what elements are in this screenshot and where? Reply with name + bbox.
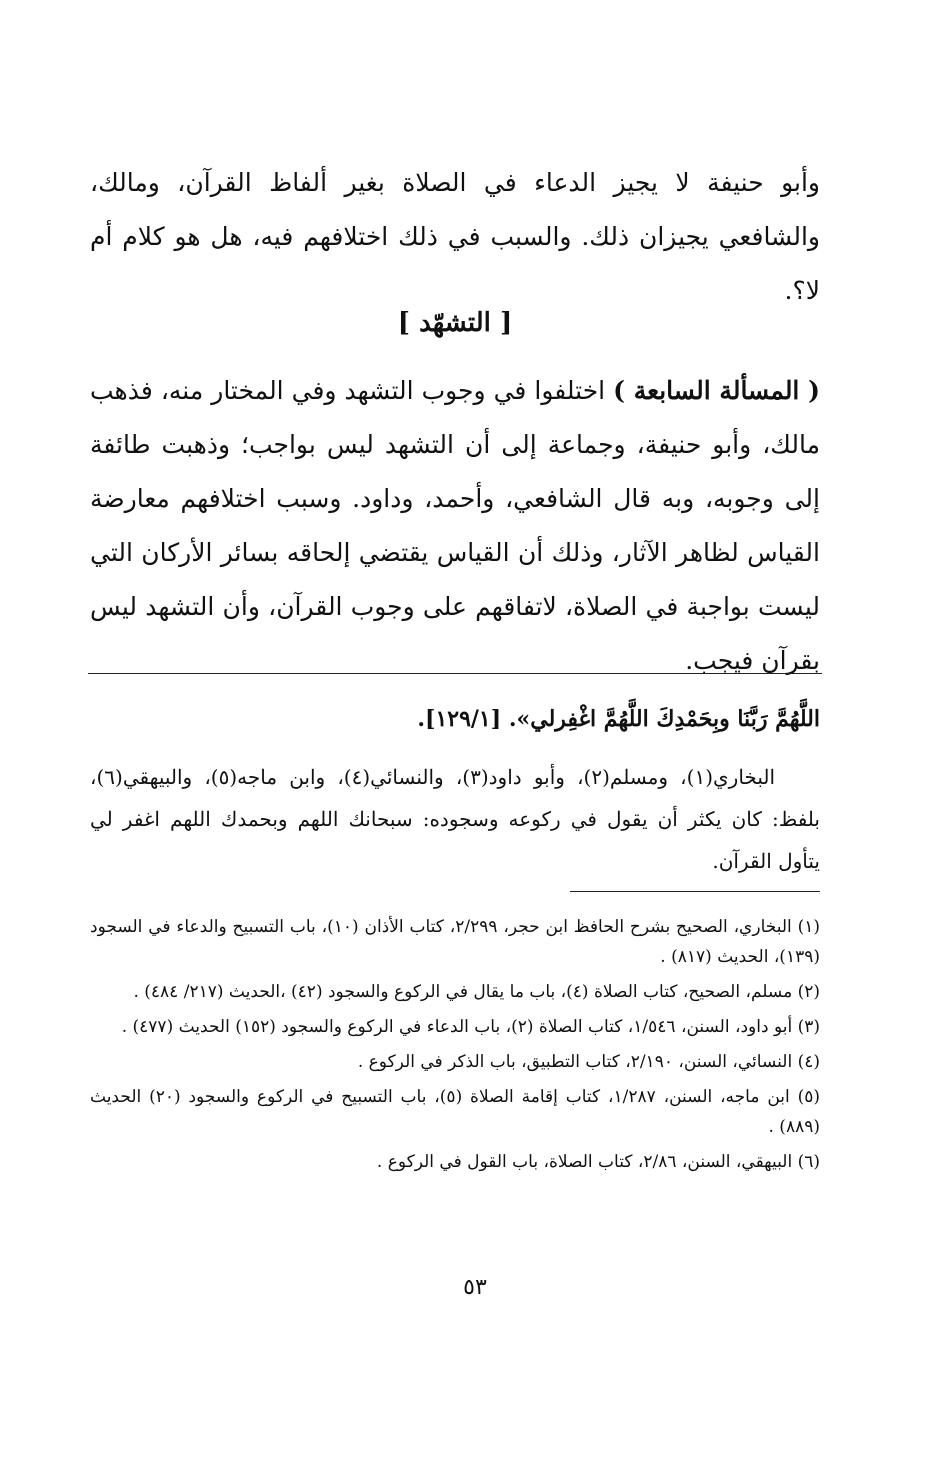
paragraph-seventh-issue	[90, 364, 820, 688]
paragraph-dua: وأبو حنيفة لا يجيز الدعاء في الصلاة بغير ألفاظ القرآن، ومالك، والشافعي يجيزان ذلك. والسبب في ذلك اختلافهم فيه، هل هو كلام أم لا؟.	[90, 168, 820, 305]
paragraph-tashahhud	[90, 364, 820, 688]
issue-text: اختلفوا في وجوب التشهد وفي المختار منه، فذهب مالك، وأبو حنيفة، وجماعة إلى أن التشهد ليس بواجب؛ وذهبت طائفة إلى وجوبه، وبه قال الشافعي، وأحمد، وداود. وسبب اختلافهم معارضة القياس لظاهر الآثار، وذلك أن القياس يقتضي إلحاقه بسائر الأركان التي ليست بواجبة في الصلاة، لاتفاقهم على وجوب القرآن، وأن التشهد ليس بقرآن فيجب.	[90, 376, 820, 675]
footnote-list	[90, 912, 820, 1177]
footnote-2: (٢) مسلم، الصحيح، كتاب الصلاة (٤)، باب ما يقال في الركوع والسجود (٤٢) ،الحديث (٢١٧/ ٤٨٤) .	[133, 982, 820, 1002]
main-text-block	[90, 156, 820, 318]
page-number: ٥٣	[463, 1275, 487, 1300]
footnote-5: (٥) ابن ماجه، السنن، ١/٢٨٧، كتاب إقامة الصلاة (٥)، باب التسبيح في الركوع والسجود (٢٠) الحديث (٨٨٩) .	[90, 1087, 820, 1137]
footnote-6: (٦) البيهقي، السنن، ٢/٨٦، كتاب الصلاة، باب القول في الركوع .	[376, 1152, 820, 1172]
footnotes-block	[90, 912, 820, 1182]
hadith-text	[90, 698, 820, 741]
issue-label: ( المسألة السابعة )	[613, 376, 820, 405]
footnote-3: (٣) أبو داود، السنن، ١/٥٤٦، كتاب الصلاة (٢)، باب الدعاء في الركوع والسجود (١٥٢) الحديث (٤٧٧) .	[121, 1017, 820, 1037]
takhrij-text: البخاري(١)، ومسلم(٢)، وأبو داود(٣)، والنسائي(٤)، وابن ماجه(٥)، والبيهقي(٦)، بلفظ: كان يكثر أن يقول في ركوعه وسجوده: سبحانك اللهم وبحمدك اللهم اغفر لي يتأول القرآن.	[90, 765, 820, 873]
footnote-1: (١) البخاري، الصحيح بشرح الحافظ ابن حجر، ٢/٢٩٩، كتاب الأذان (١٠)، باب التسبيح والدعاء في السجود (١٣٩)، الحديث (٨١٧) .	[90, 917, 821, 967]
hadith-line: اللَّهُمَّ رَبَّنَا وبِحَمْدِكَ اللَّهُمَّ اغْفِرلي». [١٢٩/١].	[417, 706, 820, 732]
notes-separator	[570, 891, 820, 892]
takhrij-block	[90, 756, 820, 882]
section-heading: [ التشهّد ]	[397, 308, 513, 338]
footnote-separator	[88, 673, 822, 674]
footnote-4: (٤) النسائي، السنن، ٢/١٩٠، كتاب التطبيق، باب الذكر في الركوع .	[357, 1052, 820, 1072]
